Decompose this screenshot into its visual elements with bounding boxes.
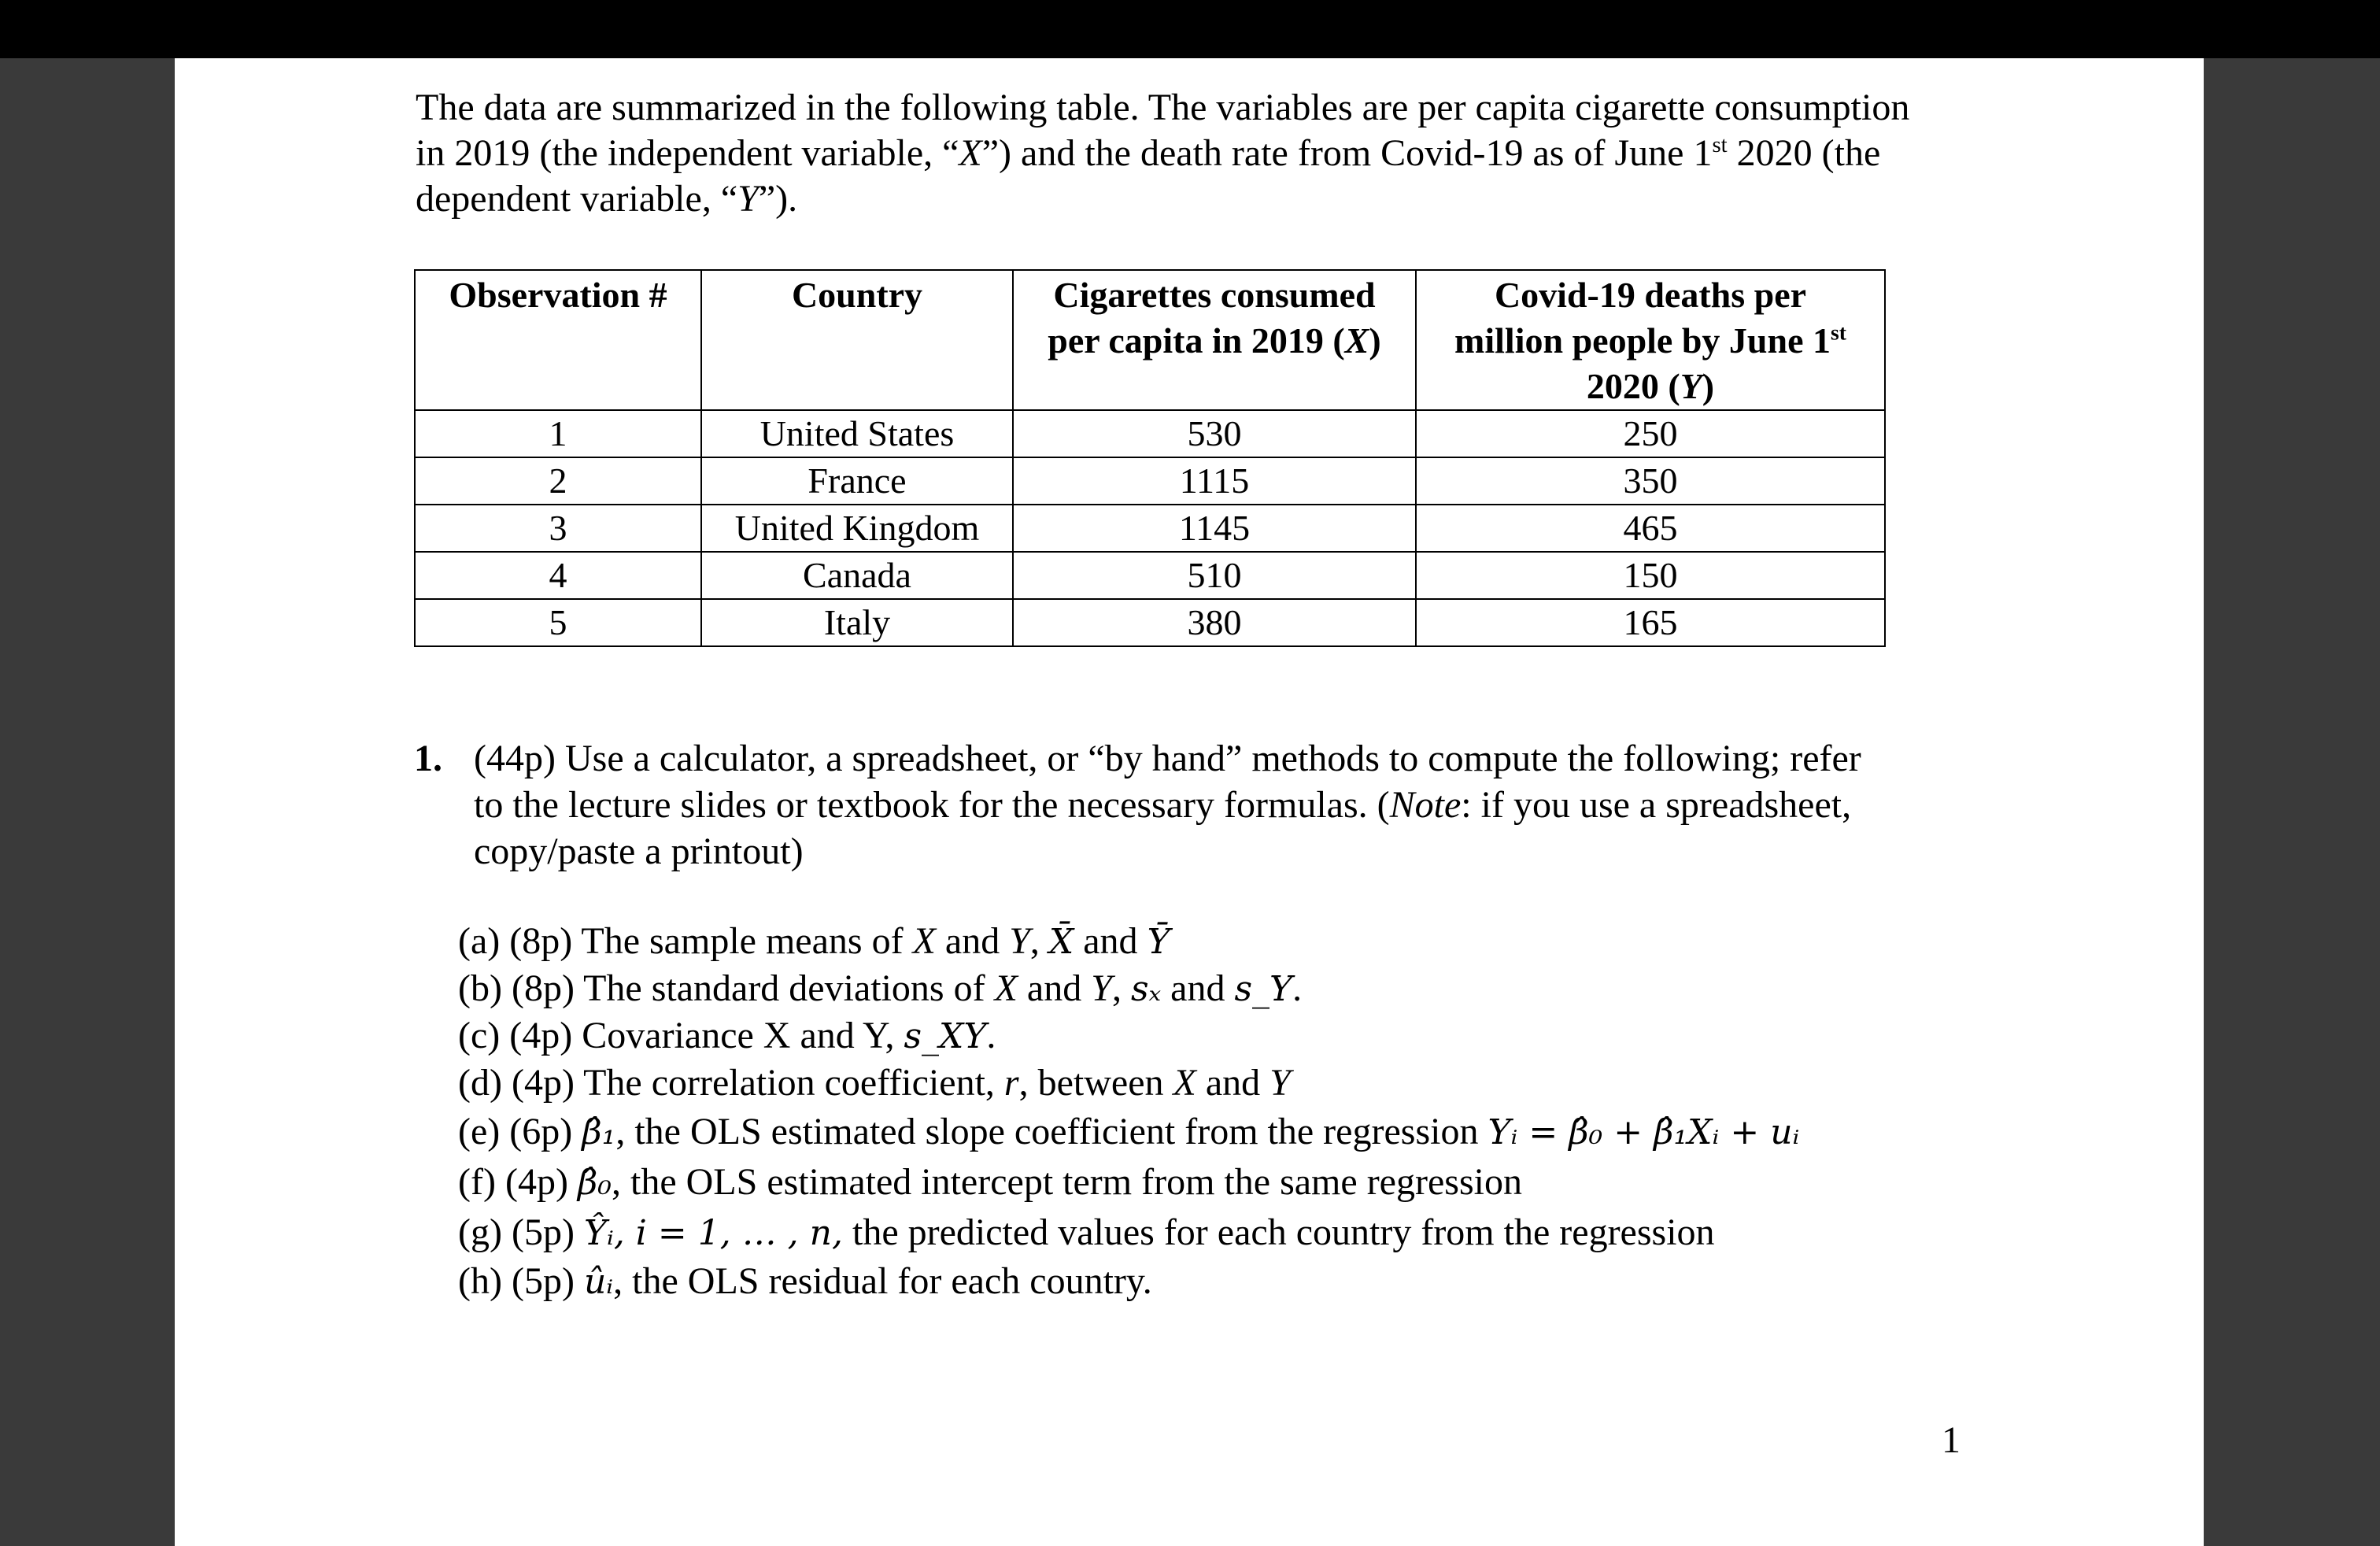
part-c: (c) (4p) Covariance X and Y, s_XY. <box>458 1015 996 1056</box>
intro-line-2: in 2019 (the independent variable, “X”) and the death rate from Covid-19 as of June 1st 2020 (the <box>416 132 1881 174</box>
cell-observation: 2 <box>415 457 701 505</box>
page-number: 1 <box>1942 1419 1961 1461</box>
cell-country: United Kingdom <box>701 505 1013 552</box>
header-country: Country <box>701 270 1013 410</box>
cell-covid-deaths: 250 <box>1416 410 1885 457</box>
part-e: (e) (6p) β̂₁, the OLS estimated slope coefficient from the regression Yᵢ = β̂₀ + β̂₁Xᵢ + uᵢ <box>458 1111 1800 1152</box>
table-row <box>415 599 1885 646</box>
part-g: (g) (5p) Ŷᵢ, i = 1, … , n, the predicted values for each country from the regression <box>458 1211 1715 1253</box>
cell-observation: 5 <box>415 599 701 646</box>
cell-country: United States <box>701 410 1013 457</box>
data-table <box>414 269 1886 647</box>
cell-cigarettes: 380 <box>1013 599 1416 646</box>
cell-cigarettes: 530 <box>1013 410 1416 457</box>
part-b: (b) (8p) The standard deviations of X and Y, sₓ and s_Y. <box>458 967 1303 1009</box>
cell-covid-deaths: 165 <box>1416 599 1885 646</box>
cell-covid-deaths: 350 <box>1416 457 1885 505</box>
table-row <box>415 505 1885 552</box>
intro-line-1: The data are summarized in the following table. The variables are per capita cigarette consumption <box>416 87 1910 128</box>
part-f: (f) (4p) β̂₀, the OLS estimated intercept term from the same regression <box>458 1161 1522 1203</box>
cell-observation: 3 <box>415 505 701 552</box>
table-row <box>415 457 1885 505</box>
table-row <box>415 552 1885 599</box>
question-1-text: (44p) Use a calculator, a spreadsheet, or “by hand” methods to compute the following; refer to the lecture slides or textbook for the necessary formulas. (Note: if you use a spreadsheet, copy/paste a printout) <box>474 738 1861 872</box>
cell-cigarettes: 510 <box>1013 552 1416 599</box>
cell-covid-deaths: 150 <box>1416 552 1885 599</box>
viewer-top-bar <box>0 0 2380 58</box>
header-observation: Observation # <box>415 270 701 410</box>
cell-covid-deaths: 465 <box>1416 505 1885 552</box>
table-row <box>415 410 1885 457</box>
header-cigarettes: Cigarettes consumed per capita in 2019 (X) <box>1013 270 1416 410</box>
cell-country: France <box>701 457 1013 505</box>
cell-cigarettes: 1115 <box>1013 457 1416 505</box>
part-h: (h) (5p) ûᵢ, the OLS residual for each country. <box>458 1260 1152 1302</box>
part-d: (d) (4p) The correlation coefficient, r, between X and Y <box>458 1062 1291 1104</box>
cell-observation: 1 <box>415 410 701 457</box>
intro-line-3: dependent variable, “Y”). <box>416 178 798 220</box>
question-number: 1. <box>414 738 442 779</box>
document-page <box>175 58 2204 1546</box>
table-header-row <box>415 270 1885 410</box>
part-a: (a) (8p) The sample means of X and Y, X̄ and Ȳ <box>458 920 1170 962</box>
question-parts-list <box>458 918 1799 1305</box>
cell-observation: 4 <box>415 552 701 599</box>
header-covid-deaths: Covid-19 deaths per million people by June 1st 2020 (Y) <box>1416 270 1885 410</box>
cell-country: Canada <box>701 552 1013 599</box>
intro-paragraph <box>416 85 2147 222</box>
cell-country: Italy <box>701 599 1013 646</box>
cell-cigarettes: 1145 <box>1013 505 1416 552</box>
